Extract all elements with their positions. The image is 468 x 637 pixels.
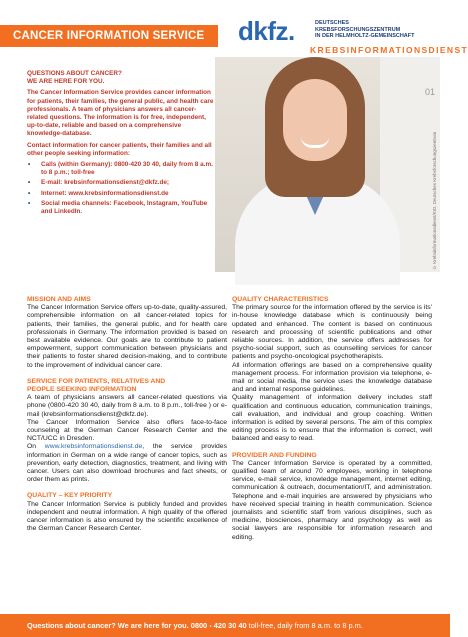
qc-text-1: The primary source for the information offered by the service is its' in-house knowledge database which is continuously being updated and enhanced. The content is based on continuous research and processing of scientific publications and other reliable sources. In addition, the service offers addresses for psycho-social support, such as counselling services for cancer patients and psycho-oncological psychotherapists. — [232, 304, 432, 361]
contact-internet[interactable]: • Internet: www.krebsinformationsdienst.de — [37, 190, 217, 198]
service-title — [27, 378, 227, 394]
quality-section — [27, 492, 227, 533]
faq-title — [27, 70, 217, 86]
quality-text: The Cancer Information Service is publicly funded and provides independent and neutral information. A high quality of the offered cancer information is also ensured by the scientific excellence of the German Cancer Research Center. — [27, 500, 227, 533]
service-title-line-2: PEOPLE SEEKING INFORMATION — [27, 386, 137, 394]
service-section — [27, 378, 227, 485]
faq-title-line-2: WE ARE HERE FOR YOU. — [27, 78, 105, 86]
service-title-line-1: SERVICE FOR PATIENTS, RELATIVES AND — [27, 377, 166, 385]
mission-title: MISSION AND AIMS — [27, 296, 91, 303]
qc-section — [232, 296, 432, 444]
photo-face — [283, 79, 347, 161]
qc-text-3: Quality management of information delivery includes staff qualification and continuous education, communication trainings, call evaluation, and individual and group coaching. Written information is edited by several persons. The aim of this complex editing process is to ensure that the information is correct, well balanced and easy to read. — [232, 394, 432, 443]
faq-box — [27, 70, 217, 280]
staff-photo — [215, 57, 440, 272]
funding-title: PROVIDER AND FUNDING — [232, 451, 317, 459]
service-link[interactable]: www.krebsinformationsdienst.de — [44, 443, 143, 451]
mission-section — [27, 296, 227, 370]
faq-intro: The Cancer Information Service provides cancer information for patients, their families, the general public, and health care professionals. A team of physicians answers all cancer-related questions. The information is for free, independent, up-to-date, reliable and based on a comprehensive knowledge-database. — [27, 89, 214, 138]
contact-phone: • Calls (within Germany): 0800-420 30 40, daily from 8 a.m. to 8 p.m.; toll-free — [37, 161, 217, 177]
logo-mark: dkfz. — [238, 16, 295, 46]
quality-title: QUALITY – KEY PRIORITY — [27, 492, 113, 500]
logo-subtitle: KREBSINFORMATIONSDIENST — [310, 45, 468, 55]
funding-text: The Cancer Information Service is operated by a committed, qualified team of around 70 employees, working in telephone service, e-mail service, knowledge management, internet editing, communication & outreach, documentation/IT, and administration. Telephone and e-mail inquiries are answered by physicians who have received special training in health communication. Science journalists and scientific staff from various disciplines, such as medicine, biosciences, pharmacy and psychology as well as social lawyers are responsible for information research and editing. — [232, 459, 432, 541]
right-column — [232, 296, 432, 550]
service-text-3-post: , the service provides information in German on a wide range of cancer topics, such as prevention, early detection, diagnostics, treatment, and living with cancer. Users can also download brochures and fact sheets, or order them as prints. — [27, 443, 227, 484]
photo-sign: 01 — [424, 87, 435, 97]
contact-social: • Social media channels: Facebook, Instagram, YouTube and LinkedIn. — [37, 200, 217, 216]
faq-contact-intro: Contact information for cancer patients, their families and all other people seeking information: — [27, 141, 212, 157]
contact-email[interactable]: • E-mail: krebsinformationsdienst@dkfz.de; — [37, 179, 217, 187]
qc-title: QUALITY CHARACTERISTICS — [232, 296, 329, 303]
logo-line-3: IN DER HELMHOLTZ-GEMEINSCHAFT — [315, 33, 415, 39]
mission-text: The Cancer Information Service offers up-to-date, quality-assured, comprehensible information on all cancer-related topics for patients, their families, the general public, and for health care professionals in Germany. The information provided is based on best available evidence. Our goals are to contribute to patient empowerment, support communication between physicians and their patients to foster shared decision-making, and to contribute to the improvement of individual cancer care. — [27, 304, 227, 369]
logo-line-1: DEUTSCHES — [315, 20, 349, 26]
service-text-3 — [27, 443, 227, 484]
service-text-2: The Cancer Information Service also offers face-to-face counseling at the German Cancer Research Center and the NCT/UCC in Dresden. — [27, 418, 227, 443]
faq-title-line-1: QUESTIONS ABOUT CANCER? — [27, 70, 122, 77]
left-column — [27, 296, 227, 541]
footer-bar — [0, 614, 450, 637]
service-text-3-pre: On — [27, 443, 45, 451]
logo-institution — [315, 20, 415, 40]
footer-bold: Questions about cancer? We are here for you. 0800 - 420 30 40 — [27, 621, 247, 630]
photo-credit: © Krebsinformationsdienst/KID, Deutsches Krebsforschungszentrum — [432, 131, 437, 270]
service-text-1: A team of physicians answers all cancer-related questions via phone (0800-420 30 40, daily from 8 a.m. to 8 p.m., toll-free ) or e-mail (krebsinformationsdienst@dkfz.de). — [27, 394, 227, 418]
page-title: CANCER INFORMATION SERVICE — [0, 25, 218, 47]
contact-list — [27, 161, 217, 216]
funding-section — [232, 452, 432, 542]
footer-rest: toll-free, daily from 8 a.m. to 8 p.m. — [246, 621, 363, 630]
qc-text-2: All information offerings are based on a comprehensive quality management process. For information provision via telephone, e-mail or social media, the service uses the knowledge database and and internal response guidelines. — [232, 361, 432, 394]
logo-line-2: KREBSFORSCHUNGSZENTRUM — [315, 26, 401, 33]
